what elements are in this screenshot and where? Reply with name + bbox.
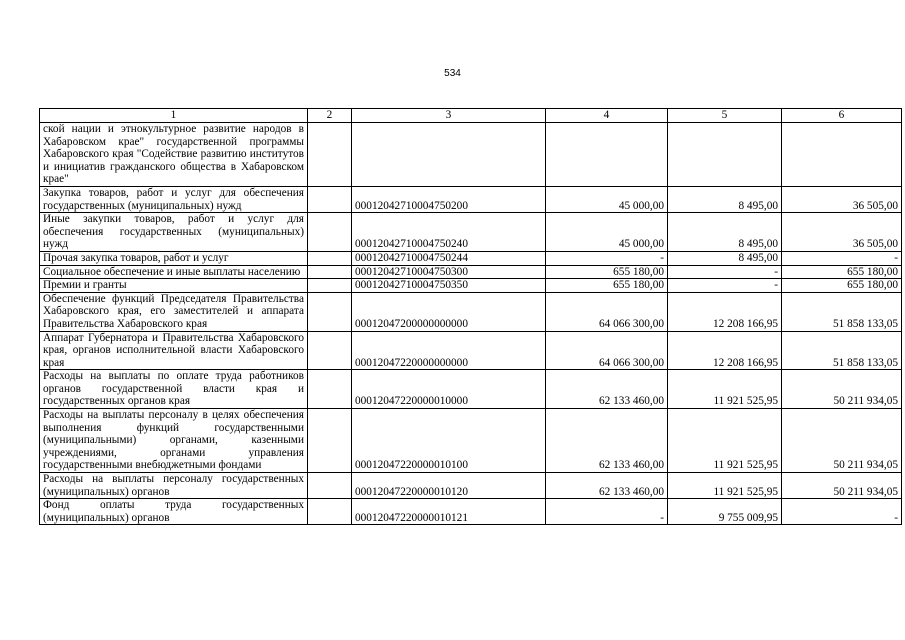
row-name: Обеспечение функций Председателя Правительства Хабаровского края, его заместителей и аппарата Правительства Хабаровского края <box>40 292 308 331</box>
row-value-4: - <box>546 499 668 525</box>
page-number: 534 <box>444 68 461 79</box>
row-value-4 <box>546 123 668 187</box>
row-code: 00012042710004750240 <box>352 213 546 252</box>
row-col2 <box>308 331 352 370</box>
row-value-6: 50 211 934,05 <box>782 370 902 409</box>
row-code: 00012042710004750244 <box>352 251 546 265</box>
table-header-row <box>40 109 902 123</box>
row-value-4: 64 066 300,00 <box>546 331 668 370</box>
table-row <box>40 292 902 331</box>
row-value-4: 45 000,00 <box>546 213 668 252</box>
row-name: Иные закупки товаров, работ и услуг для обеспечения государственных (муниципальных) нужд <box>40 213 308 252</box>
row-value-6: 50 211 934,05 <box>782 409 902 473</box>
row-value-6: 655 180,00 <box>782 265 902 279</box>
table-row <box>40 370 902 409</box>
row-value-5: 11 921 525,95 <box>668 473 782 499</box>
row-col2 <box>308 251 352 265</box>
row-name: Расходы на выплаты персоналу в целях обеспечения выполнения функций государственными (муниципальными) органами, казенными учреждениями, органами управления государственными внебюджетными фондами <box>40 409 308 473</box>
row-value-5 <box>668 123 782 187</box>
table-row <box>40 279 902 293</box>
row-col2 <box>308 370 352 409</box>
row-code: 00012042710004750350 <box>352 279 546 293</box>
table-row <box>40 265 902 279</box>
row-value-5: 8 495,00 <box>668 251 782 265</box>
header-col-5: 5 <box>668 109 782 123</box>
row-col2 <box>308 473 352 499</box>
budget-table <box>39 108 902 525</box>
row-value-5: 8 495,00 <box>668 186 782 212</box>
row-code <box>352 123 546 187</box>
header-col-6: 6 <box>782 109 902 123</box>
table-row <box>40 123 902 187</box>
row-value-6: - <box>782 251 902 265</box>
table-row <box>40 186 902 212</box>
row-code: 00012042710004750200 <box>352 186 546 212</box>
row-name: Закупка товаров, работ и услуг для обеспечения государственных (муниципальных) нужд <box>40 186 308 212</box>
row-name: Премии и гранты <box>40 279 308 293</box>
row-col2 <box>308 265 352 279</box>
header-col-1: 1 <box>40 109 308 123</box>
row-value-6: 36 505,00 <box>782 186 902 212</box>
table-row <box>40 213 902 252</box>
table-row <box>40 251 902 265</box>
row-value-5: 11 921 525,95 <box>668 409 782 473</box>
row-value-4: 655 180,00 <box>546 265 668 279</box>
row-value-4: - <box>546 251 668 265</box>
row-value-6: 50 211 934,05 <box>782 473 902 499</box>
row-code: 00012042710004750300 <box>352 265 546 279</box>
row-value-5: - <box>668 265 782 279</box>
table-row <box>40 499 902 525</box>
row-value-5: - <box>668 279 782 293</box>
row-value-6: 51 858 133,05 <box>782 292 902 331</box>
row-col2 <box>308 279 352 293</box>
row-value-6: - <box>782 499 902 525</box>
row-value-5: 8 495,00 <box>668 213 782 252</box>
header-col-2: 2 <box>308 109 352 123</box>
row-name: Аппарат Губернатора и Правительства Хабаровского края, органов исполнительной власти Хабаровского края <box>40 331 308 370</box>
row-value-4: 62 133 460,00 <box>546 409 668 473</box>
row-code: 00012047220000010100 <box>352 409 546 473</box>
row-name: Расходы на выплаты персоналу государственных (муниципальных) органов <box>40 473 308 499</box>
row-name: ской нации и этнокультурное развитие народов в Хабаровском крае" государственной программы Хабаровского края "Содействие развитию институтов и инициатив гражданского общества в Хабаровском крае" <box>40 123 308 187</box>
row-name: Прочая закупка товаров, работ и услуг <box>40 251 308 265</box>
row-code: 00012047220000000000 <box>352 331 546 370</box>
row-value-5: 11 921 525,95 <box>668 370 782 409</box>
row-value-5: 9 755 009,95 <box>668 499 782 525</box>
header-col-4: 4 <box>546 109 668 123</box>
row-code: 00012047200000000000 <box>352 292 546 331</box>
row-col2 <box>308 123 352 187</box>
row-value-4: 655 180,00 <box>546 279 668 293</box>
row-value-6: 655 180,00 <box>782 279 902 293</box>
row-value-4: 45 000,00 <box>546 186 668 212</box>
row-col2 <box>308 409 352 473</box>
row-col2 <box>308 213 352 252</box>
row-code: 00012047220000010000 <box>352 370 546 409</box>
table-row <box>40 331 902 370</box>
row-value-6: 51 858 133,05 <box>782 331 902 370</box>
row-value-4: 64 066 300,00 <box>546 292 668 331</box>
row-value-6 <box>782 123 902 187</box>
row-value-5: 12 208 166,95 <box>668 331 782 370</box>
table-row <box>40 409 902 473</box>
row-name: Фонд оплаты труда государственных (муниципальных) органов <box>40 499 308 525</box>
row-value-6: 36 505,00 <box>782 213 902 252</box>
row-col2 <box>308 499 352 525</box>
row-code: 00012047220000010121 <box>352 499 546 525</box>
row-name: Расходы на выплаты по оплате труда работников органов государственной власти края и государственных органов края <box>40 370 308 409</box>
row-value-4: 62 133 460,00 <box>546 370 668 409</box>
row-code: 00012047220000010120 <box>352 473 546 499</box>
row-name: Социальное обеспечение и иные выплаты населению <box>40 265 308 279</box>
row-col2 <box>308 292 352 331</box>
table-row <box>40 473 902 499</box>
row-value-4: 62 133 460,00 <box>546 473 668 499</box>
row-value-5: 12 208 166,95 <box>668 292 782 331</box>
row-col2 <box>308 186 352 212</box>
header-col-3: 3 <box>352 109 546 123</box>
